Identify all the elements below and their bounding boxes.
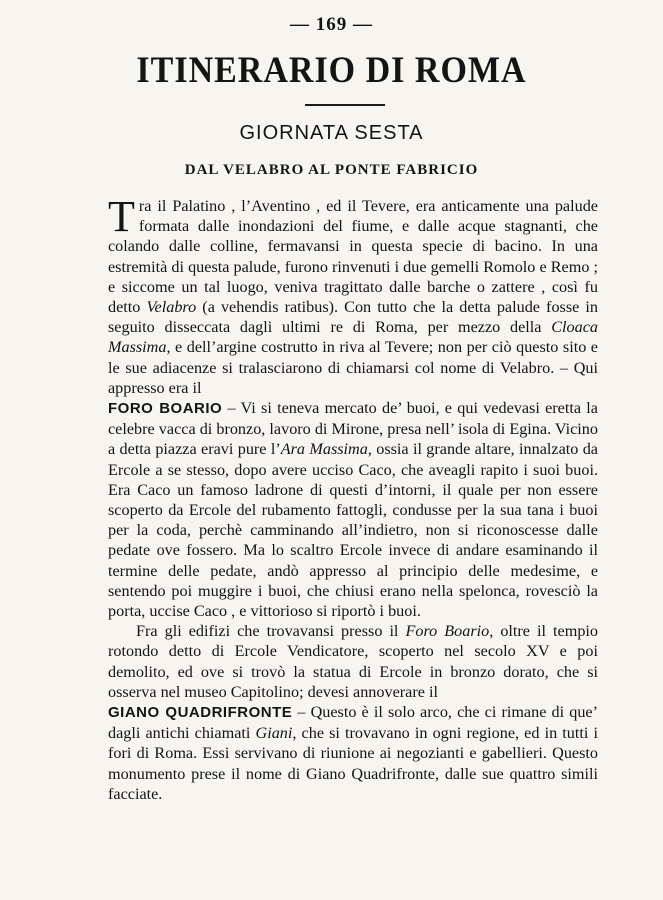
italic-term: Ara Massima <box>280 440 368 459</box>
text: – Vi si teneva mercato de’ buoi, e qui vedevasi eretta la celebre vacca di bronzo, lavoro di Mirone, presa nell’ isola di Egina. Vicino a detta piazza eravi pure l’ <box>108 399 598 459</box>
text: (a vehendis ratibus). Con tutto che la detta palude fosse in seguito disseccata dagli ultimi re di Roma, per mezzo della <box>108 298 598 337</box>
italic-term: Cloaca Massima <box>108 318 598 357</box>
body-text <box>108 192 598 804</box>
page-title: ITINERARIO DI ROMA <box>136 50 527 91</box>
text: ra il Palatino , l’Aventino , ed il Tevere, era anticamente una palude formata dalle inondazioni del fiume, e dalle acque stagnanti, che colando dalle colline, fermavansi in questa specie di bacino. In una estremità di questa palude, furono rinvenuti i due gemelli Romolo e Remo ; e siccome un tal luogo, veniva tragittato dalle barche o zattere , così fu detto <box>108 197 598 317</box>
title-divider <box>305 104 385 106</box>
page-number: — 169 — <box>290 14 373 35</box>
day-subtitle: GIORNATA SESTA <box>239 122 424 144</box>
text: – Questo è il solo arco, che ci rimane di que’ dagli antichi chiamati <box>108 703 598 743</box>
text: , e dell’argine costrutto in riva al Tevere; non per ciò questo sito e le sue adiacenze si tralasciarono di chiamarsi col nome di Velabro. – Qui appresso era il <box>108 338 598 397</box>
text: Fra gli edifizi che trovavansi presso il <box>136 622 406 641</box>
italic-term: Giani <box>255 724 293 743</box>
inline-heading-giano: GIANO QUADRIFRONTE <box>108 704 293 722</box>
inline-heading-foro-boario: FORO BOARIO <box>108 400 223 418</box>
italic-term: Foro Boario <box>405 622 490 641</box>
paragraph-velabro <box>108 192 598 398</box>
section-heading: DAL VELABRO AL PONTE FABRICIO <box>184 162 479 178</box>
text: , ossia il grande altare, innalzato da Ercole a se stesso, dopo avere ucciso Caco, che aveagli rapito i suoi buoi. Era Caco un famoso ladrone di questi d’intorni, il quale per non essere scoperto da Ercole del rubamento fattogli, condusse per la sua tana i buoi per la coda, perchè camminando all’indietro, non si riconoscesse dalle pedate ove fossero. Ma lo scaltro Ercole invece di andare esaminando il termine delle pedate, andò appresso al principio delle medesime, e sentendo poi muggire i buoi, che chiusi erano nella spelonca, rovesciò la porta, uccise Caco , e vittorioso si riportò i buoi. <box>108 440 598 621</box>
paragraph-giano <box>108 702 598 804</box>
text: , che si trovavano in ogni regione, ed in tutti i fori di Roma. Essi servivano di riunione ai negozianti e gabellieri. Questo monumento prese il nome di Giano Quadrifronte, dalle sue quattro simili facciate. <box>108 724 598 803</box>
paragraph-foro-boario <box>108 398 598 621</box>
text: , oltre il tempio rotondo detto di Ercole Vendicatore, scoperto nel secolo XV e poi demolito, ed ove si trovò la statua di Ercole in bronzo dorato, che si osserva nel museo Capitolino; devesi annoverare il <box>108 622 598 701</box>
drop-cap: T <box>108 192 135 241</box>
paragraph-edifizi <box>108 621 598 702</box>
italic-term: Velabro <box>146 298 197 317</box>
